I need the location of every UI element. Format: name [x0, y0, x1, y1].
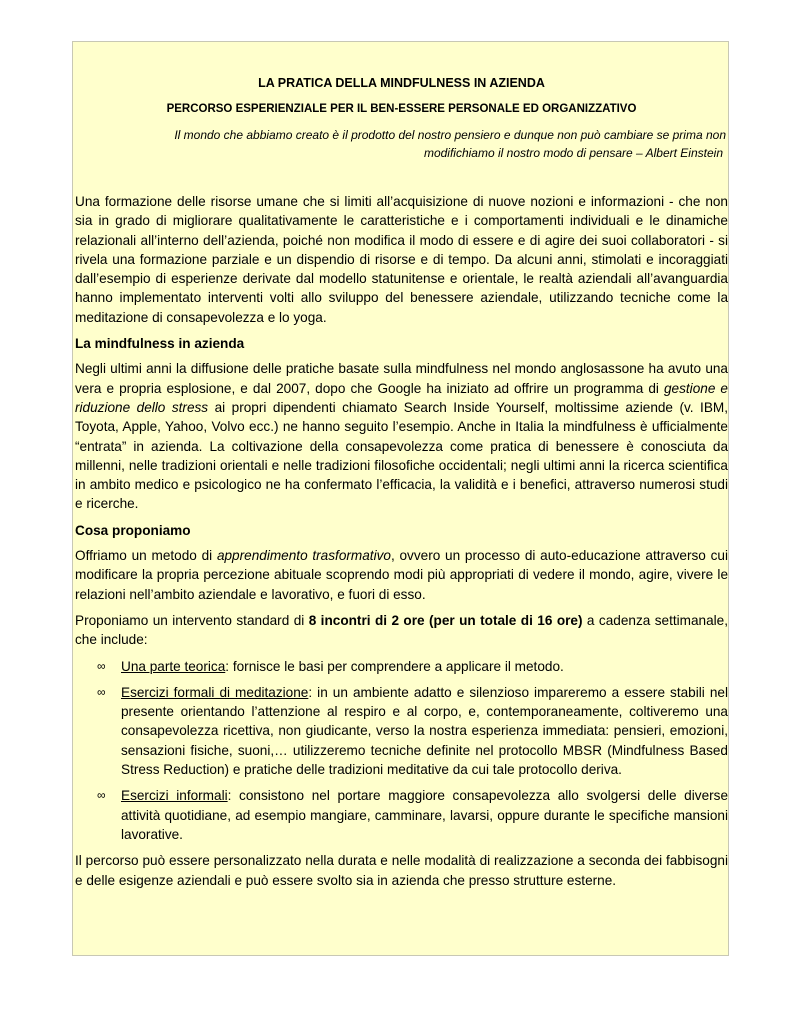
bullet-text: : consistono nel portare maggiore consapevolezza allo svolgersi delle diverse attività quotidiane, ad esempio mangiare, camminare, lavarsi, oppure durante le specifiche mansioni lavorative.: [121, 788, 729, 842]
proposal-p1-italic: apprendimento trasformativo: [216, 548, 391, 564]
infinity-bullet-icon: ∞: [97, 658, 106, 673]
program-bullet-list: [75, 657, 728, 845]
section-heading-mindfulness: La mindfulness in azienda: [75, 336, 245, 352]
intro-paragraph: Una formazione delle risorse umane che si limiti all’acquisizione di nuove nozioni e informazioni - che non sia in grado di migliorare qualitativamente le caratteristiche e i comportamenti individuali e le dinamiche relazionali all’interno dell’azienda, poiché non modifica il modo di essere e di agire dei suoi collaboratori - si rivela una formazione parziale e un dispendio di risorse e di tempo. Da alcuni anni, stimolati e incoraggiati dall’esempio di esperienze derivate dal modello statunitense e orientale, le realtà aziendali all’avanguardia hanno implementato interventi volti allo sviluppo del benessere aziendale, utilizzando tecniche come la meditazione di consapevolezza e lo yoga.: [75, 194, 728, 325]
epigraph-quote: [146, 126, 726, 162]
list-item: [75, 657, 728, 676]
infinity-bullet-icon: ∞: [97, 788, 106, 803]
bullet-label: Esercizi formali di meditazione: [121, 684, 309, 700]
proposal-p1-a: Offriamo un metodo di: [75, 548, 217, 564]
mindfulness-paragraph: [75, 359, 728, 513]
bullet-text: : fornisce le basi per comprendere a applicare il metodo.: [225, 658, 564, 674]
proposal-p2-bold: 8 incontri di 2 ore (per un totale di 16 ore): [308, 612, 583, 628]
proposal-paragraph-1: [75, 546, 728, 604]
bullet-label: Esercizi informali: [121, 788, 228, 804]
proposal-p1-b: , ovvero un processo di auto-educazione attraverso cui modificare la propria percezione abituale scoprendo modi più appropriati di vedere il mondo, agire, vivere le relazioni nell’ambito aziendale e lavorativo, e fuori di esso.: [75, 548, 729, 602]
bullet-label: Una parte teorica: [121, 658, 226, 674]
proposal-p2-b: a cadenza settimanale, che include:: [75, 612, 729, 648]
document-title: LA PRATICA DELLA MINDFULNESS IN AZIENDA: [258, 76, 545, 90]
list-item: [75, 786, 728, 844]
mindfulness-text-a: Negli ultimi anni la diffusione delle pratiche basate sulla mindfulness nel mondo anglosassone ha avuto una vera e propria esplosione, e dal 2007, dopo che Google ha iniziato ad offrire un programma di: [75, 361, 728, 396]
bullet-text: : in un ambiente adatto e silenzioso impareremo a essere stabili nel presente orientando l’attenzione al respiro e al corpo, e, contemporaneamente, coltiveremo una consapevolezza ricettiva, non giudicante, verso la nostra esperienza immediata: pensieri, emozioni, sensazioni fisiche, suoni,… utilizzeremo tecniche definite nel protocollo MBSR (Mindfulness Based Stress Reduction) e pratiche delle tradizioni meditative da cui tale protocollo deriva.: [121, 684, 728, 778]
list-item: [75, 683, 728, 779]
document-subtitle: PERCORSO ESPERIENZIALE PER IL BEN-ESSERE PERSONALE ED ORGANIZZATIVO: [166, 103, 637, 115]
quote-line-2: modifichiamo il nostro modo di pensare – Albert Einstein: [423, 146, 723, 160]
infinity-bullet-icon: ∞: [97, 684, 106, 699]
mindfulness-text-italic: gestione e riduzione dello stress: [75, 380, 728, 415]
quote-line-1: Il mondo che abbiamo creato è il prodotto del nostro pensiero e dunque non può cambiare se prima non: [174, 128, 726, 142]
document-body: [75, 192, 728, 897]
mindfulness-text-b: ai propri dipendenti chiamato Search Inside Yourself, moltissime aziende (v. IBM, Toyota, Apple, Yahoo, Volvo ecc.) ne hanno seguito l’esempio. Anche in Italia la mindfulness è ufficialmente “entrata” in azienda. La coltivazione della consapevolezza come pratica di benessere è conosciuta da millenni, nelle tradizioni orientali e nelle tradizioni filosofiche occidentali; negli ultimi anni la ricerca scientifica in ambito medico e psicologico ne ha confermato l’efficacia, la validità e i benefici, attraverso numerosi studi e ricerche.: [75, 399, 728, 512]
section-heading-proposal: Cosa proponiamo: [75, 522, 191, 538]
proposal-paragraph-2: [75, 611, 728, 650]
document-page: [72, 41, 729, 956]
closing-paragraph: Il percorso può essere personalizzato nella durata e nelle modalità di realizzazione a seconda dei fabbisogni e delle esigenze aziendali e può essere svolto sia in azienda che presso strutture esterne.: [75, 853, 728, 888]
proposal-p2-a: Proponiamo un intervento standard di: [75, 612, 309, 628]
